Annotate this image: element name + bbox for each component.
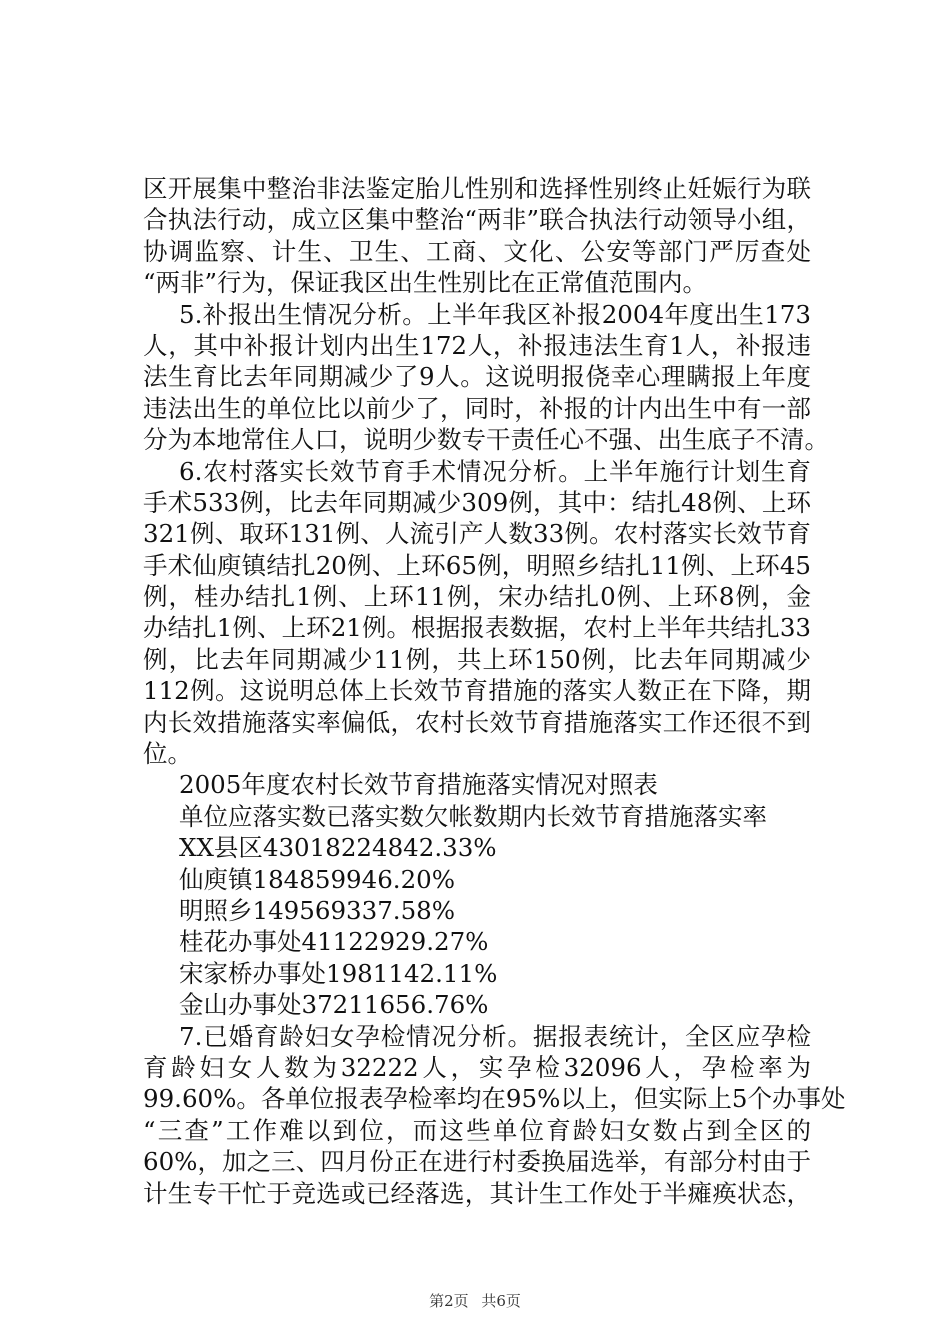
page-number: 第2页: [429, 1292, 469, 1310]
paragraph-line: 112例。这说明总体上长效节育措施的落实人数正在下降，期: [143, 676, 811, 706]
paragraph-line: “两非”行为，保证我区出生性别比在正常值范围内。: [143, 268, 708, 298]
paragraph-line: “三查”工作难以到位，而这些单位育龄妇女数占到全区的: [143, 1115, 811, 1145]
page-footer: [0, 1290, 950, 1311]
paragraph-line: 办结扎1例、上环21例。根据报表数据，农村上半年共结扎33: [143, 613, 811, 643]
table-row: 宋家桥办事处1981142.11%: [179, 958, 498, 988]
paragraph-line: 例，比去年同期减少11例，共上环150例，比去年同期减少: [143, 644, 811, 674]
paragraph-line: 计生专干忙于竞选或已经落选，其计生工作处于半瘫痪状态，: [143, 1178, 811, 1208]
paragraph-line: 60%，加之三、四月份正在进行村委换届选举，有部分村由于: [143, 1147, 811, 1177]
table-row: 仙庾镇184859946.20%: [179, 864, 456, 894]
paragraph-line: 例，桂办结扎1例、上环11例，宋办结扎0例、上环8例，金: [143, 582, 811, 612]
table-header-row: 单位应落实数已落实数欠帐数期内长效节育措施落实率: [179, 801, 767, 831]
paragraph-line: 育龄妇女人数为32222人，实孕检32096人，孕检率为: [143, 1052, 811, 1082]
paragraph-line: 321例、取环131例、人流引产人数33例。农村落实长效节育: [143, 519, 811, 549]
page-total: 共6页: [481, 1292, 521, 1310]
paragraph-line: 位。: [143, 739, 192, 769]
table-row: 桂花办事处41122929.27%: [179, 927, 489, 957]
paragraph-line: 内长效措施落实率偏低，农村长效节育措施落实工作还很不到: [143, 707, 811, 737]
table-row: 金山办事处37211656.76%: [179, 990, 489, 1020]
document-body: [143, 173, 846, 1209]
paragraph-line: 违法出生的单位比以前少了，同时，补报的计内出生中有一部: [143, 393, 811, 423]
paragraph-line: 6.农村落实长效节育手术情况分析。上半年施行计划生育: [179, 456, 811, 486]
paragraph-line: 5.补报出生情况分析。上半年我区补报2004年度出生173: [179, 299, 811, 329]
paragraph-line: 协调监察、计生、卫生、工商、文化、公安等部门严厉查处: [143, 236, 811, 266]
table-row: 明照乡149569337.58%: [179, 895, 456, 925]
paragraph-line: 手术仙庾镇结扎20例、上环65例，明照乡结扎11例、上环45: [143, 550, 811, 580]
paragraph-line: 合执法行动，成立区集中整治“两非”联合执法行动领导小组，: [143, 205, 811, 235]
paragraph-line: 分为本地常住人口，说明少数专干责任心不强、出生底子不清。: [143, 425, 829, 455]
paragraph-line: 手术533例，比去年同期减少309例，其中：结扎48例、上环: [143, 487, 811, 517]
paragraph-line: 区开展集中整治非法鉴定胎儿性别和选择性别终止妊娠行为联: [143, 174, 811, 203]
paragraph-line: 7.已婚育龄妇女孕检情况分析。据报表统计，全区应孕检: [179, 1021, 811, 1051]
table-row: XX县区43018224842.33%: [179, 833, 497, 863]
paragraph-line: 法生育比去年同期减少了9人。这说明报侥幸心理瞒报上年度: [143, 362, 811, 392]
table-title: 2005年度农村长效节育措施落实情况对照表: [179, 770, 658, 800]
paragraph-line: 99.60%。各单位报表孕检率均在95%以上，但实际上5个办事处: [143, 1084, 846, 1114]
paragraph-line: 人，其中补报计划内出生172人，补报违法生育1人，补报违: [143, 330, 811, 360]
